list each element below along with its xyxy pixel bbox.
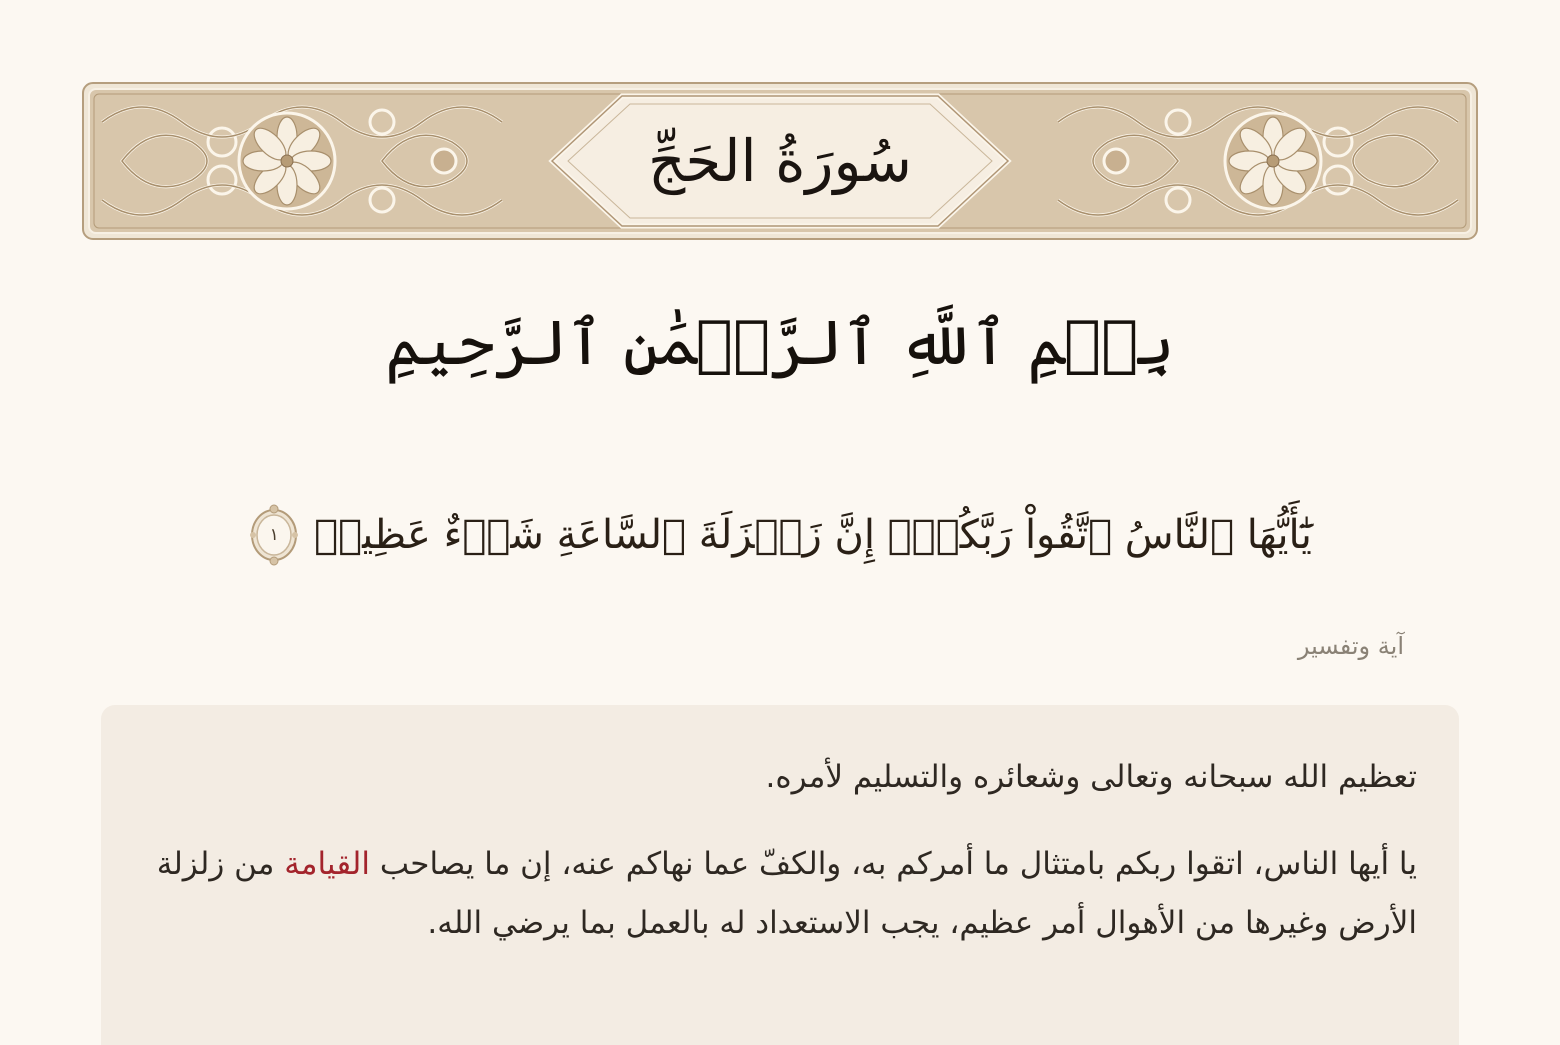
tafsir-card	[101, 705, 1459, 1045]
ayah-verse[interactable]	[200, 480, 1360, 590]
tafsir-body-text-start: يا أيها الناس، اتقوا ربكم بامتثال ما أمركم به، والكفّ عما نهاكم عنه، إن ما يصاحب	[369, 846, 1417, 882]
ayah-text[interactable]: يَٰٓأَيُّهَا ٱلنَّاسُ ٱتَّقُواْ رَبَّكُمۡۚ إِنَّ زَلۡزَلَةَ ٱلسَّاعَةِ شَيۡءٌ عَظِيمٞ	[314, 512, 1312, 558]
surah-header-banner	[82, 82, 1478, 240]
basmala: بِسۡمِ ٱللَّهِ ٱلرَّحۡمَٰنِ ٱلرَّحِيمِ	[385, 305, 1175, 379]
tafsir-body-text-end: من زلزلة الأرض وغيرها من الأهوال أمر عظيم، يجب الاستعداد له بالعمل بما يرضي الله.	[156, 846, 1417, 941]
tafsir-body	[149, 835, 1417, 953]
tafsir-summary: تعظيم الله سبحانه وتعالى وشعائره والتسليم لأمره.	[765, 759, 1417, 795]
section-label: آية وتفسير	[1297, 632, 1404, 660]
ayah-number: ١	[269, 525, 279, 545]
tafsir-highlight-word[interactable]: القيامة	[284, 846, 370, 882]
surah-title: سُورَةُ الحَجِّ	[647, 127, 913, 195]
ayah-end-marker	[248, 502, 300, 568]
